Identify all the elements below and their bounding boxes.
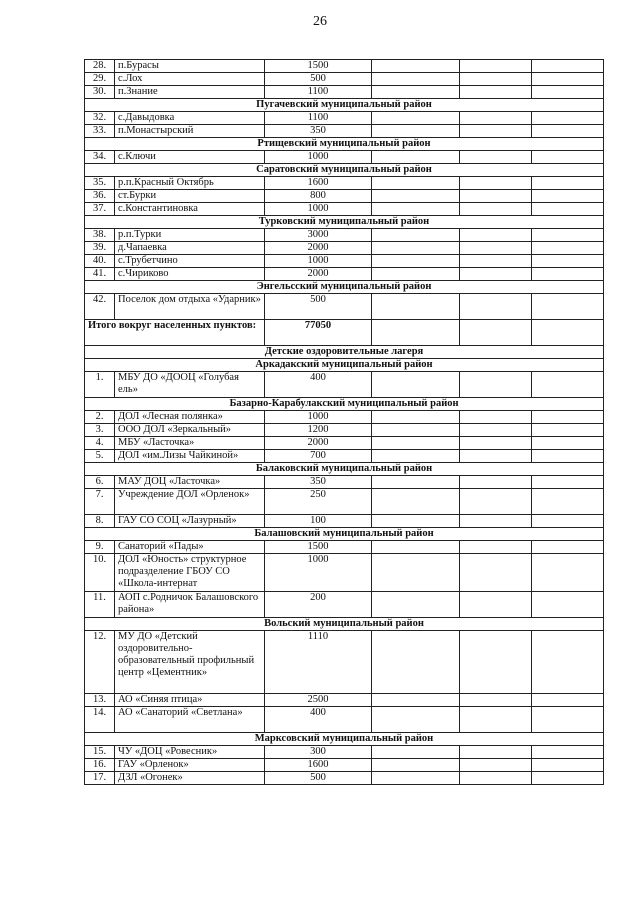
row-number: 34. xyxy=(85,151,115,164)
row-name: ГАУ «Орленок» xyxy=(115,759,265,772)
row-value: 1000 xyxy=(265,554,372,592)
row-value: 1500 xyxy=(265,541,372,554)
empty-cell xyxy=(372,541,460,554)
row-name: Поселок дом отдыха «Ударник» xyxy=(115,294,265,320)
total-value: 77050 xyxy=(265,320,372,346)
empty-cell xyxy=(460,759,532,772)
row-name: АО «Синяя птица» xyxy=(115,694,265,707)
table-row xyxy=(85,772,604,785)
empty-cell xyxy=(460,515,532,528)
empty-cell xyxy=(532,190,604,203)
section-row xyxy=(85,346,604,359)
empty-cell xyxy=(532,60,604,73)
row-name: ст.Бурки xyxy=(115,190,265,203)
row-name: д.Чапаевка xyxy=(115,242,265,255)
row-name: ДЗЛ «Огонек» xyxy=(115,772,265,785)
empty-cell xyxy=(532,772,604,785)
empty-cell xyxy=(372,242,460,255)
row-value: 500 xyxy=(265,294,372,320)
row-name: с.Лох xyxy=(115,73,265,86)
empty-cell xyxy=(372,203,460,216)
empty-cell xyxy=(532,177,604,190)
section-title: Балашовский муниципальный район xyxy=(85,528,604,541)
empty-cell xyxy=(532,592,604,618)
empty-cell xyxy=(372,707,460,733)
row-number: 6. xyxy=(85,476,115,489)
table-row xyxy=(85,437,604,450)
empty-cell xyxy=(460,177,532,190)
row-number: 2. xyxy=(85,411,115,424)
row-number: 14. xyxy=(85,707,115,733)
row-number: 41. xyxy=(85,268,115,281)
row-number: 40. xyxy=(85,255,115,268)
row-value: 1500 xyxy=(265,60,372,73)
row-number: 4. xyxy=(85,437,115,450)
empty-cell xyxy=(372,229,460,242)
table-row xyxy=(85,60,604,73)
section-title: Марксовский муниципальный район xyxy=(85,733,604,746)
empty-cell xyxy=(460,450,532,463)
row-name: ДОЛ «Лесная полянка» xyxy=(115,411,265,424)
row-name: ДОЛ «Юность» структурное подразделение ГБОУ СО «Школа-интернат xyxy=(115,554,265,592)
empty-cell xyxy=(532,112,604,125)
table-row xyxy=(85,694,604,707)
empty-cell xyxy=(532,294,604,320)
row-value: 1000 xyxy=(265,255,372,268)
row-name: АОП с.Родничок Балашовского района» xyxy=(115,592,265,618)
table-row xyxy=(85,203,604,216)
empty-cell xyxy=(372,60,460,73)
empty-cell xyxy=(532,541,604,554)
empty-cell xyxy=(532,424,604,437)
empty-cell xyxy=(460,190,532,203)
table-row xyxy=(85,242,604,255)
empty-cell xyxy=(460,268,532,281)
section-title: Вольский муниципальный район xyxy=(85,618,604,631)
section-row xyxy=(85,164,604,177)
section-row xyxy=(85,618,604,631)
row-value: 2000 xyxy=(265,268,372,281)
empty-cell xyxy=(460,229,532,242)
row-number: 3. xyxy=(85,424,115,437)
row-number: 1. xyxy=(85,372,115,398)
row-value: 3000 xyxy=(265,229,372,242)
empty-cell xyxy=(372,424,460,437)
empty-cell xyxy=(532,255,604,268)
empty-cell xyxy=(372,631,460,694)
empty-cell xyxy=(532,694,604,707)
empty-cell xyxy=(372,411,460,424)
empty-cell xyxy=(460,112,532,125)
row-value: 350 xyxy=(265,125,372,138)
table-row xyxy=(85,112,604,125)
empty-cell xyxy=(372,746,460,759)
section-title: Пугачевский муниципальный район xyxy=(85,99,604,112)
empty-cell xyxy=(532,151,604,164)
table-row xyxy=(85,631,604,694)
empty-cell xyxy=(372,450,460,463)
section-title: Базарно-Карабулакский муниципальный район xyxy=(85,398,604,411)
row-value: 2000 xyxy=(265,437,372,450)
empty-cell xyxy=(460,489,532,515)
row-name: п.Знание xyxy=(115,86,265,99)
section-row xyxy=(85,528,604,541)
empty-cell xyxy=(460,772,532,785)
row-value: 1100 xyxy=(265,112,372,125)
empty-cell xyxy=(532,86,604,99)
row-number: 5. xyxy=(85,450,115,463)
empty-cell xyxy=(532,125,604,138)
empty-cell xyxy=(372,320,460,346)
empty-cell xyxy=(372,268,460,281)
empty-cell xyxy=(532,411,604,424)
section-row xyxy=(85,99,604,112)
empty-cell xyxy=(532,631,604,694)
row-value: 1000 xyxy=(265,411,372,424)
empty-cell xyxy=(532,476,604,489)
row-number: 32. xyxy=(85,112,115,125)
row-number: 39. xyxy=(85,242,115,255)
empty-cell xyxy=(460,541,532,554)
row-name: п.Монастырский xyxy=(115,125,265,138)
row-number: 37. xyxy=(85,203,115,216)
row-value: 400 xyxy=(265,372,372,398)
row-number: 12. xyxy=(85,631,115,694)
row-value: 1600 xyxy=(265,177,372,190)
section-title: Детские оздоровительные лагеря xyxy=(85,346,604,359)
empty-cell xyxy=(372,437,460,450)
row-number: 17. xyxy=(85,772,115,785)
empty-cell xyxy=(460,203,532,216)
empty-cell xyxy=(532,242,604,255)
row-number: 30. xyxy=(85,86,115,99)
section-title: Турковский муниципальный район xyxy=(85,216,604,229)
empty-cell xyxy=(532,73,604,86)
section-row xyxy=(85,216,604,229)
row-value: 250 xyxy=(265,489,372,515)
row-number: 15. xyxy=(85,746,115,759)
row-value: 700 xyxy=(265,450,372,463)
table-row xyxy=(85,294,604,320)
row-name: МБУ «Ласточка» xyxy=(115,437,265,450)
table-row xyxy=(85,190,604,203)
empty-cell xyxy=(460,554,532,592)
section-title: Балаковский муниципальный район xyxy=(85,463,604,476)
total-label: Итого вокруг населенных пунктов: xyxy=(85,320,265,346)
row-name: МАУ ДОЦ «Ласточка» xyxy=(115,476,265,489)
empty-cell xyxy=(372,86,460,99)
empty-cell xyxy=(372,73,460,86)
table-row xyxy=(85,746,604,759)
empty-cell xyxy=(532,515,604,528)
table-row xyxy=(85,450,604,463)
row-name: р.п.Красный Октябрь xyxy=(115,177,265,190)
empty-cell xyxy=(372,125,460,138)
table-row xyxy=(85,372,604,398)
row-value: 1200 xyxy=(265,424,372,437)
table-row xyxy=(85,268,604,281)
empty-cell xyxy=(460,86,532,99)
empty-cell xyxy=(372,190,460,203)
empty-cell xyxy=(372,112,460,125)
row-number: 11. xyxy=(85,592,115,618)
table-row xyxy=(85,489,604,515)
table-row xyxy=(85,476,604,489)
empty-cell xyxy=(532,759,604,772)
row-number: 36. xyxy=(85,190,115,203)
row-name: п.Бурасы xyxy=(115,60,265,73)
empty-cell xyxy=(372,255,460,268)
empty-cell xyxy=(372,177,460,190)
empty-cell xyxy=(532,707,604,733)
row-number: 8. xyxy=(85,515,115,528)
row-name: ГАУ СО СОЦ «Лазурный» xyxy=(115,515,265,528)
row-number: 33. xyxy=(85,125,115,138)
section-row xyxy=(85,733,604,746)
empty-cell xyxy=(460,73,532,86)
section-row xyxy=(85,359,604,372)
table-row xyxy=(85,86,604,99)
empty-cell xyxy=(372,592,460,618)
row-value: 300 xyxy=(265,746,372,759)
empty-cell xyxy=(532,229,604,242)
row-value: 1000 xyxy=(265,203,372,216)
row-name: с.Давыдовка xyxy=(115,112,265,125)
row-number: 38. xyxy=(85,229,115,242)
row-number: 29. xyxy=(85,73,115,86)
empty-cell xyxy=(372,476,460,489)
total-row xyxy=(85,320,604,346)
empty-cell xyxy=(460,320,532,346)
row-name: с.Константиновка xyxy=(115,203,265,216)
row-number: 7. xyxy=(85,489,115,515)
empty-cell xyxy=(372,489,460,515)
row-value: 800 xyxy=(265,190,372,203)
table-row xyxy=(85,592,604,618)
empty-cell xyxy=(532,746,604,759)
row-value: 2500 xyxy=(265,694,372,707)
row-name: с.Ключи xyxy=(115,151,265,164)
facilities-table xyxy=(84,59,604,785)
row-name: МУ ДО «Детский оздоровительно-образовательный профильный центр «Цементник» xyxy=(115,631,265,694)
row-name: АО «Санаторий «Светлана» xyxy=(115,707,265,733)
empty-cell xyxy=(460,60,532,73)
row-number: 28. xyxy=(85,60,115,73)
section-row xyxy=(85,463,604,476)
empty-cell xyxy=(532,268,604,281)
row-number: 16. xyxy=(85,759,115,772)
section-title: Энгельсский муниципальный район xyxy=(85,281,604,294)
table-row xyxy=(85,759,604,772)
empty-cell xyxy=(460,255,532,268)
table-row xyxy=(85,229,604,242)
table-row xyxy=(85,73,604,86)
empty-cell xyxy=(460,424,532,437)
empty-cell xyxy=(372,554,460,592)
empty-cell xyxy=(460,125,532,138)
row-name: Санаторий «Пады» xyxy=(115,541,265,554)
section-title: Саратовский муниципальный район xyxy=(85,164,604,177)
table-row xyxy=(85,125,604,138)
table-row xyxy=(85,151,604,164)
empty-cell xyxy=(532,372,604,398)
row-name: с.Трубетчино xyxy=(115,255,265,268)
row-name: МБУ ДО «ДООЦ «Голубая ель» xyxy=(115,372,265,398)
row-number: 35. xyxy=(85,177,115,190)
row-name: Учреждение ДОЛ «Орленок» xyxy=(115,489,265,515)
empty-cell xyxy=(460,631,532,694)
empty-cell xyxy=(532,450,604,463)
row-name: ЧУ «ДОЦ «Ровесник» xyxy=(115,746,265,759)
empty-cell xyxy=(460,592,532,618)
empty-cell xyxy=(532,320,604,346)
empty-cell xyxy=(372,515,460,528)
row-value: 1100 xyxy=(265,86,372,99)
row-number: 42. xyxy=(85,294,115,320)
empty-cell xyxy=(460,707,532,733)
empty-cell xyxy=(372,151,460,164)
table-row xyxy=(85,554,604,592)
row-value: 350 xyxy=(265,476,372,489)
empty-cell xyxy=(460,746,532,759)
empty-cell xyxy=(532,437,604,450)
row-name: ООО ДОЛ «Зеркальный» xyxy=(115,424,265,437)
table-row xyxy=(85,424,604,437)
empty-cell xyxy=(460,372,532,398)
empty-cell xyxy=(460,294,532,320)
section-row xyxy=(85,138,604,151)
row-value: 200 xyxy=(265,592,372,618)
section-title: Ртищевский муниципальный район xyxy=(85,138,604,151)
empty-cell xyxy=(372,372,460,398)
section-row xyxy=(85,281,604,294)
table-row xyxy=(85,541,604,554)
empty-cell xyxy=(372,759,460,772)
row-value: 1110 xyxy=(265,631,372,694)
table-row xyxy=(85,255,604,268)
row-number: 13. xyxy=(85,694,115,707)
row-name: р.п.Турки xyxy=(115,229,265,242)
empty-cell xyxy=(532,203,604,216)
empty-cell xyxy=(460,242,532,255)
empty-cell xyxy=(460,411,532,424)
table-row xyxy=(85,707,604,733)
empty-cell xyxy=(460,476,532,489)
row-name: с.Чириково xyxy=(115,268,265,281)
empty-cell xyxy=(372,694,460,707)
empty-cell xyxy=(532,554,604,592)
row-number: 10. xyxy=(85,554,115,592)
section-row xyxy=(85,398,604,411)
row-value: 1000 xyxy=(265,151,372,164)
row-value: 500 xyxy=(265,772,372,785)
empty-cell xyxy=(460,694,532,707)
row-value: 400 xyxy=(265,707,372,733)
row-value: 100 xyxy=(265,515,372,528)
empty-cell xyxy=(460,437,532,450)
row-value: 1600 xyxy=(265,759,372,772)
row-name: ДОЛ «им.Лизы Чайкиной» xyxy=(115,450,265,463)
empty-cell xyxy=(372,772,460,785)
table-body xyxy=(85,60,604,785)
empty-cell xyxy=(532,489,604,515)
empty-cell xyxy=(460,151,532,164)
table-row xyxy=(85,411,604,424)
page-number: 26 xyxy=(313,14,327,29)
row-value: 500 xyxy=(265,73,372,86)
section-title: Аркадакский муниципальный район xyxy=(85,359,604,372)
empty-cell xyxy=(372,294,460,320)
table-row xyxy=(85,515,604,528)
row-number: 9. xyxy=(85,541,115,554)
row-value: 2000 xyxy=(265,242,372,255)
table-row xyxy=(85,177,604,190)
